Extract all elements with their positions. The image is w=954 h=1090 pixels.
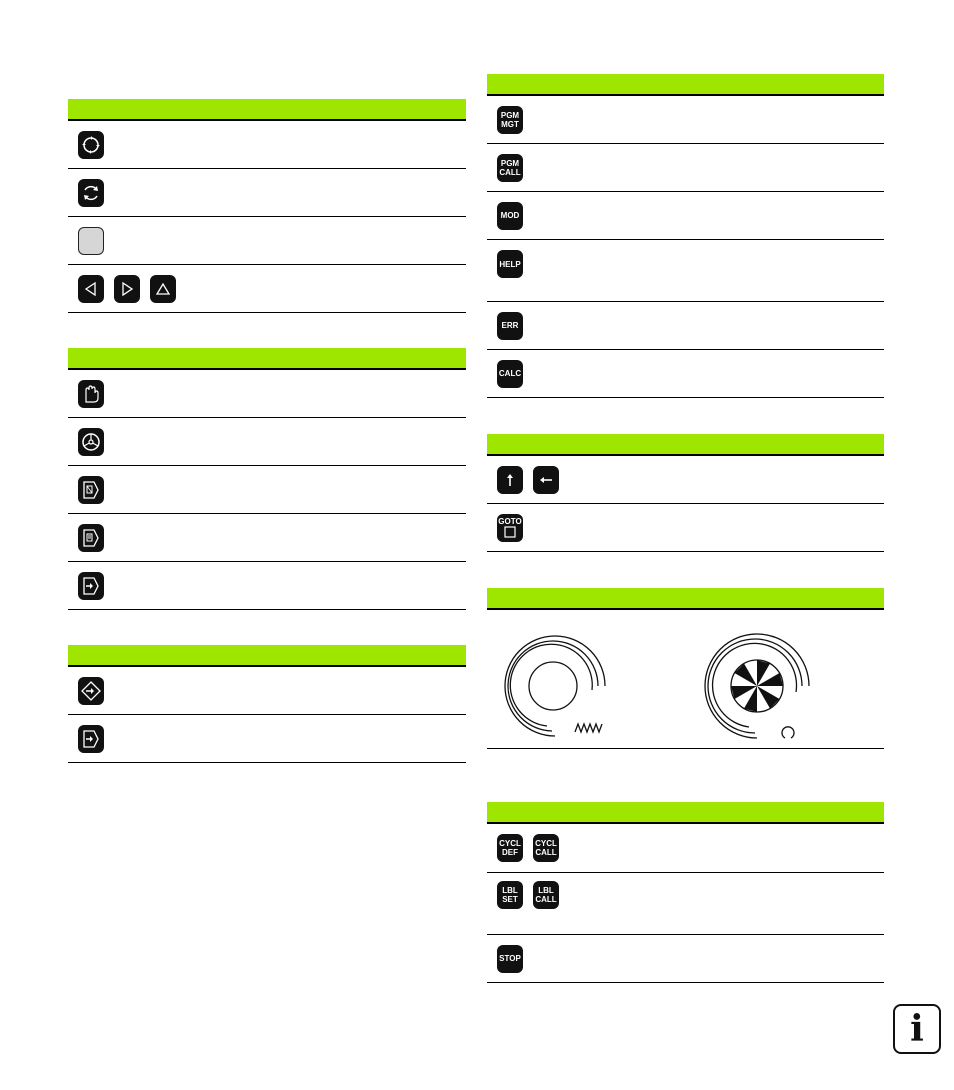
- table-row: [487, 504, 884, 552]
- table-row: [487, 350, 884, 398]
- test-run-icon[interactable]: [78, 572, 104, 600]
- mod-key[interactable]: MOD: [497, 202, 523, 230]
- test-run-icon[interactable]: [78, 725, 104, 753]
- arrow-up-key-icon[interactable]: [150, 275, 176, 303]
- table-row: [487, 144, 884, 192]
- table-header: [487, 434, 884, 456]
- table-header: [68, 99, 466, 121]
- blank-key-icon[interactable]: [78, 227, 104, 255]
- arrow-right-key-icon[interactable]: [114, 275, 140, 303]
- table-header: [487, 802, 884, 824]
- lbl-call-key[interactable]: LBL CALL: [533, 881, 559, 909]
- table-header: [487, 588, 884, 610]
- table-header: [487, 74, 884, 96]
- stop-key[interactable]: STOP: [497, 945, 523, 973]
- table-row: [487, 824, 884, 873]
- table-row: [487, 192, 884, 240]
- lbl-set-key[interactable]: LBL SET: [497, 881, 523, 909]
- help-key[interactable]: HELP: [497, 250, 523, 278]
- table-row: [487, 610, 884, 749]
- table-row: [68, 217, 466, 265]
- navigation-keys-table: [487, 434, 884, 552]
- table-row: [487, 302, 884, 350]
- table-row: [487, 935, 884, 983]
- info-icon: i: [893, 1004, 941, 1054]
- cycles-labels-table: [487, 802, 884, 983]
- goto-label: GOTO: [498, 517, 522, 526]
- table-row: [68, 715, 466, 763]
- table-row: [68, 562, 466, 610]
- cycl-def-key[interactable]: CYCL DEF: [497, 834, 523, 862]
- feed-override-dial-icon: [505, 636, 605, 736]
- table-row: [68, 466, 466, 514]
- table-row: [487, 456, 884, 504]
- cycle-stop-icon[interactable]: [78, 179, 104, 207]
- table-row: [68, 514, 466, 562]
- spindle-override-dial-icon: [705, 634, 809, 738]
- override-dials-table: [487, 588, 884, 749]
- table-header: [68, 348, 466, 370]
- override-dials-graphic: [487, 610, 884, 749]
- table-row: [68, 169, 466, 217]
- table-row: [68, 121, 466, 169]
- arrow-up-icon[interactable]: [497, 466, 523, 494]
- cycl-call-key[interactable]: CYCL CALL: [533, 834, 559, 862]
- arrow-left-key-icon[interactable]: [78, 275, 104, 303]
- table-row: [487, 240, 884, 302]
- table-row: [68, 370, 466, 418]
- program-run-full-icon[interactable]: [78, 524, 104, 552]
- program-management-table: [487, 74, 884, 398]
- programming-modes-table: [68, 645, 466, 763]
- goto-key[interactable]: [497, 514, 523, 542]
- goto-box-icon: [504, 526, 516, 538]
- pgm-mgt-key[interactable]: PGM MGT: [497, 106, 523, 134]
- machine-mode-table: [68, 99, 466, 313]
- table-header: [68, 645, 466, 667]
- table-row: [487, 96, 884, 144]
- arrow-left-icon[interactable]: [533, 466, 559, 494]
- pgm-call-key[interactable]: PGM CALL: [497, 154, 523, 182]
- hand-icon[interactable]: [78, 380, 104, 408]
- operating-modes-table: [68, 348, 466, 610]
- table-row: [68, 265, 466, 313]
- table-row: [487, 873, 884, 935]
- table-row: [68, 418, 466, 466]
- handwheel-icon[interactable]: [78, 428, 104, 456]
- program-edit-icon[interactable]: [78, 677, 104, 705]
- program-run-single-icon[interactable]: [78, 476, 104, 504]
- err-key[interactable]: ERR: [497, 312, 523, 340]
- table-row: [68, 667, 466, 715]
- calc-key[interactable]: CALC: [497, 360, 523, 388]
- cycle-start-icon[interactable]: [78, 131, 104, 159]
